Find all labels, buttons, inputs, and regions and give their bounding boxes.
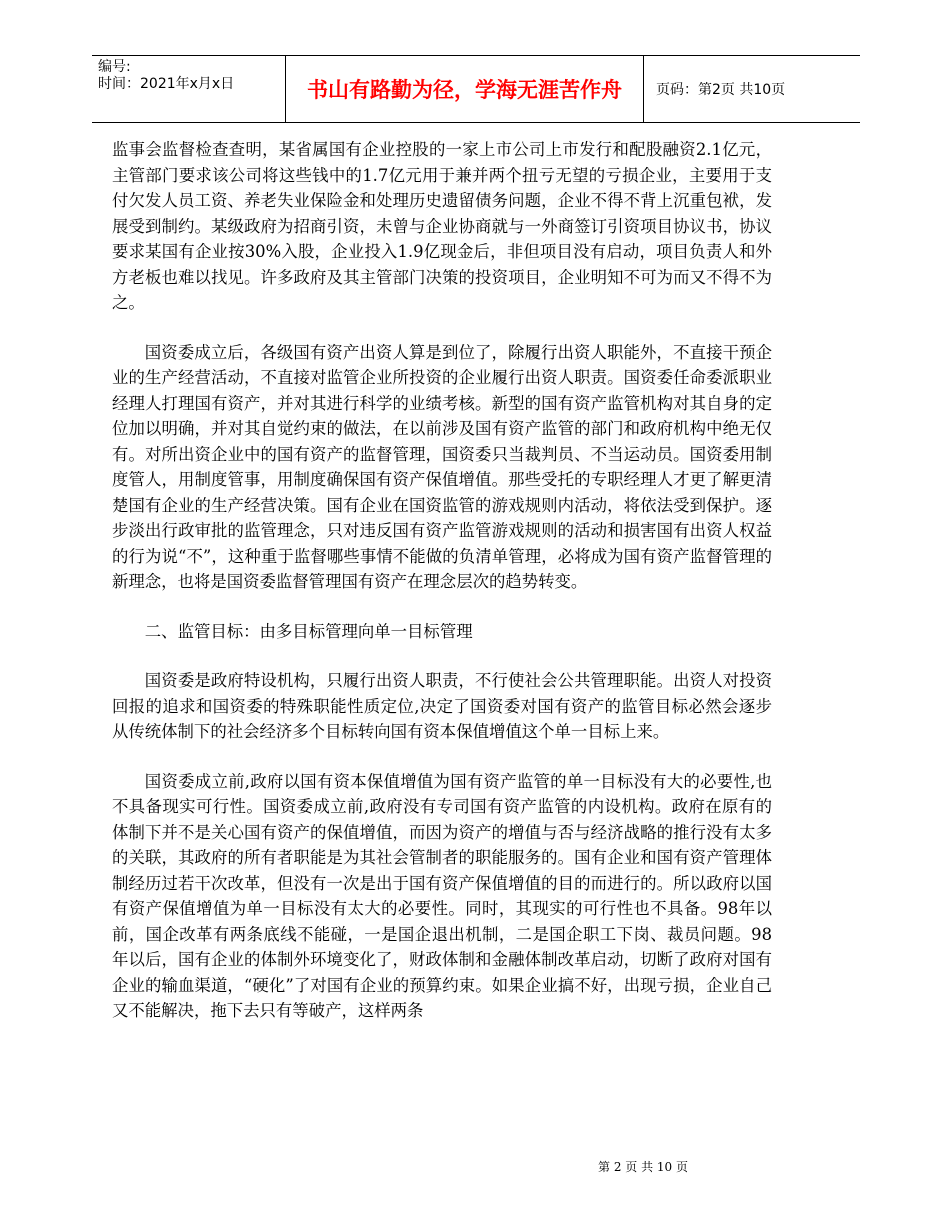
- paragraph: 国资委成立前,政府以国有资本保值增值为国有资产监管的单一目标没有大的必要性,也不具备现实可行性。国资委成立前,政府没有专司国有资产监管的内设机构。政府在原有的体制下并不是关心国有资产的保值增值，而因为资产的增值与否与经济战略的推行没有太多的关联，其政府的所有者职能是为其社会管制者的职能服务的。国有企业和国有资产管理体制经历过若干次改革，但没有一次是出于国有资产保值增值的目的而进行的。所以政府以国有资产保值增值为单一目标没有太大的必要性。同时，其现实的可行性也不具备。98年以前，国企改革有两条底线不能碰，一是国企退出机制，二是国企职工下岗、裁员问题。98年以后，国有企业的体制外环境变化了，财政体制和金融体制改革启动，切断了政府对国有企业的输血渠道，“硬化”了对国有企业的预算约束。如果企业搞不好，出现亏损，企业自己又不能解决，拖下去只有等破产，这样两条: [112, 771, 772, 1020]
- paragraph: 监事会监督检查查明，某省属国有企业控股的一家上市公司上市发行和配股融资2.1亿元，主管部门要求该公司将这些钱中的1.7亿元用于兼并两个扭亏无望的亏损企业，主要用于支付欠发人员工资、养老失业保险金和处理历史遗留债务问题，企业不得不背上沉重包袱，发展受到制约。某级政府为招商引资，未曾与企业协商就与一外商签订引资项目协议书，协议要求某国有企业按30%入股，企业投入1.9亿现金后，非但项目没有启动，项目负责人和外方老板也难以找见。许多政府及其主管部门决策的投资项目，企业明知不可为而又不得不为之。: [112, 140, 772, 312]
- page-footer: 第 2 页 共 10 页: [598, 1160, 688, 1174]
- header-info-cell: [92, 56, 285, 122]
- paragraph: 国资委是政府特设机构，只履行出资人职责，不行使社会公共管理职能。出资人对投资回报的追求和国资委的特殊职能性质定位,决定了国资委对国有资产的监管目标必然会逐步从传统体制下的社会经济多个目标转向国有资本保值增值这个单一目标上来。: [112, 671, 772, 741]
- document-time-label: 时间：2021年x月x日: [98, 76, 235, 92]
- header-motto: 书山有路勤为径，学海无涯苦作舟: [285, 56, 644, 122]
- document-number-label: 编号:: [98, 59, 131, 75]
- document-body: [112, 137, 772, 1048]
- section-heading: 二、监管目标：由多目标管理向单一目标管理: [144, 621, 473, 641]
- paragraph: 国资委成立后，各级国有资产出资人算是到位了，除履行出资人职能外，不直接干预企业的生产经营活动，不直接对监管企业所投资的企业履行出资人职责。国资委任命委派职业经理人打理国有资产，并对其进行科学的业绩考核。新型的国有资产监管机构对其自身的定位加以明确，并对其自觉约束的做法，在以前涉及国有资产监管的部门和政府机构中绝无仅有。对所出资企业中的国有资产的监督管理，国资委只当裁判员、不当运动员。国资委用制度管人，用制度管事，用制度确保国有资产保值增值。那些受托的专职经理人才更了解更清楚国有企业的生产经营决策。国有企业在国资监管的游戏规则内活动，将依法受到保护。逐步淡出行政审批的监管理念，只对违反国有资产监管游戏规则的活动和损害国有出资人权益的行为说“不”，这种重于监督哪些事情不能做的负清单管理，必将成为国有资产监督管理的新理念，也将是国资委监督管理国有资产在理念层次的趋势转变。: [112, 342, 772, 591]
- page-header: [92, 55, 860, 123]
- header-page-number: 页码：第2页 共10页: [656, 82, 786, 98]
